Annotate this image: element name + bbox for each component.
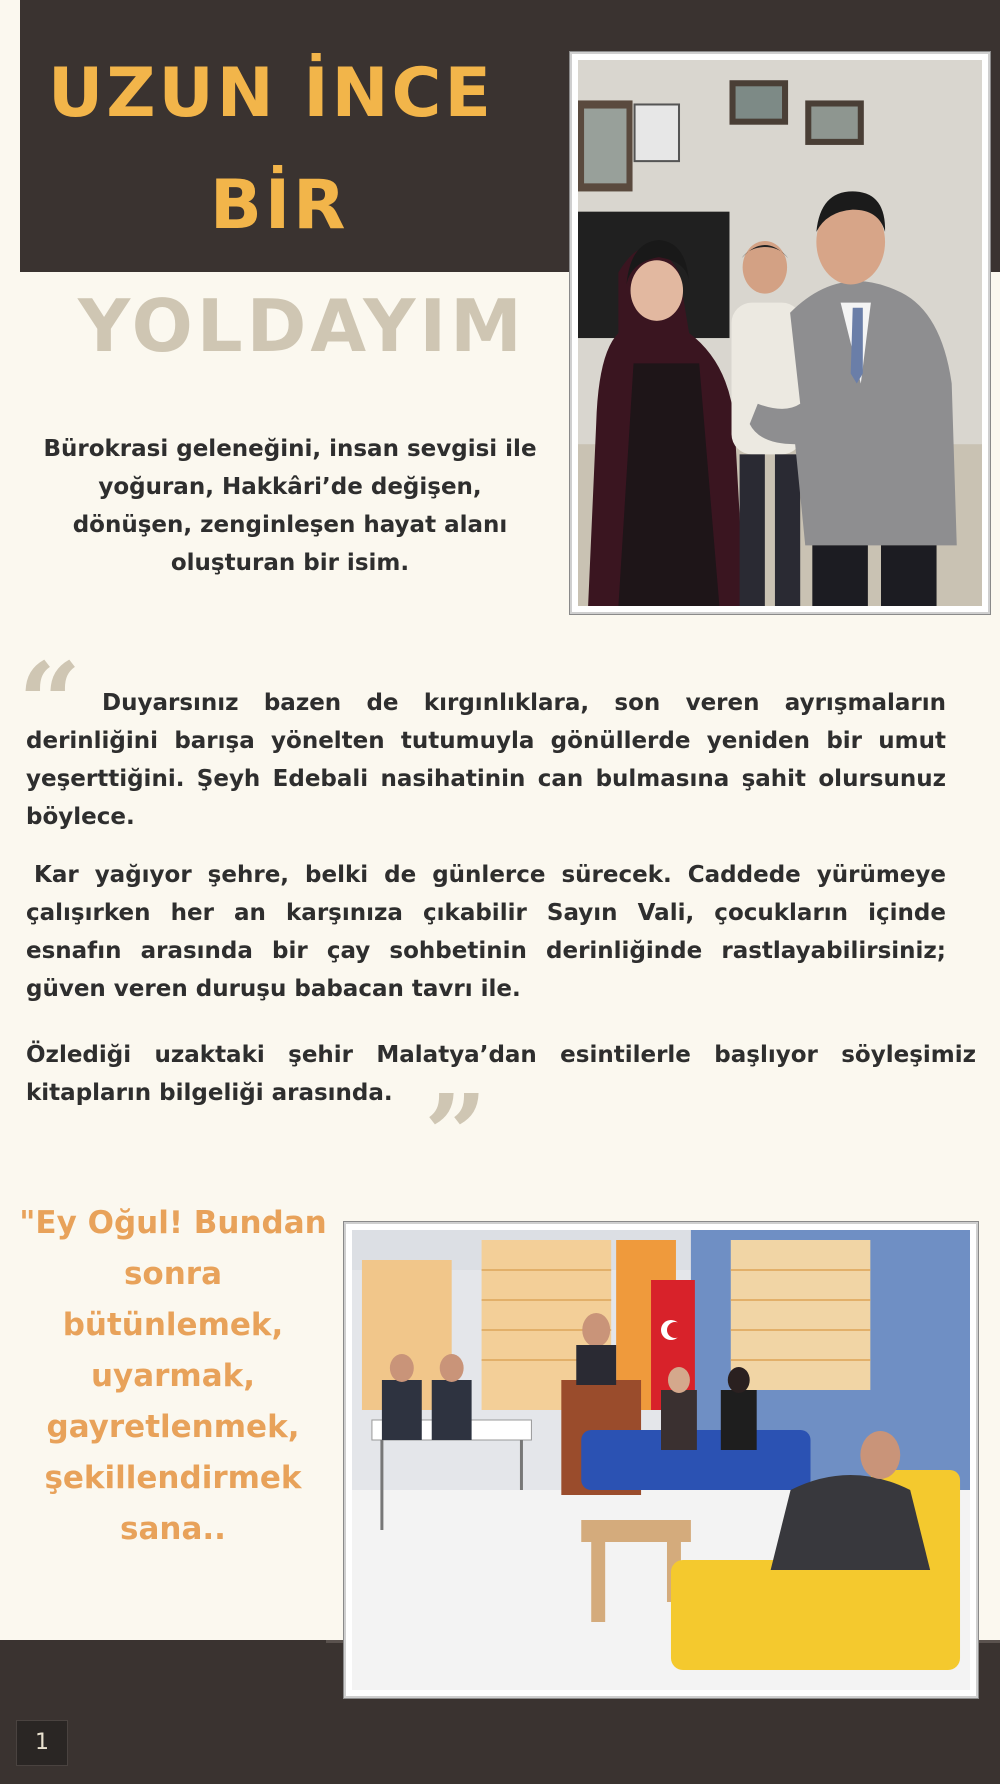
paragraph-2: Kar yağıyor şehre, belki de günlerce sürecek. Caddede yürümeye çalışırken her an karşınıza çıkabilir Sayın Vali, çocukların içinde esnafın arasında bir çay sohbetinin derinliğinde rastlayabilirsiniz; güven veren duruşu babacan tavrı ile. [26,862,946,1002]
title-line-2: BİR [210,166,349,245]
open-quote-mark: “ [18,638,82,767]
page-number: 1 [16,1720,68,1766]
title-line-3: YOLDAYIM [78,284,526,368]
bottom-photo [344,1222,978,1698]
paragraph-1: Duyarsınız bazen de kırgınlıklara, son veren ayrışmaların derinliğini barışa yönelten tutumuyla gönüllerde yeniden bir umut yeşerttiğini. Şeyh Edebali nasihatinin can bulmasına şahit olursunuz böylece. [26,690,946,830]
bottom-photo-illustration [352,1230,970,1690]
orange-pull-quote: "Ey Oğul! Bundan sonra bütünlemek, uyarmak, gayretlenmek, şekillendirmek sana.. [19,1205,327,1547]
intro-text: Bürokrasi geleneğini, insan sevgisi ile yoğuran, Hakkâri’de değişen, dönüşen, zenginleşen hayat alanı oluşturan bir isim. [43,436,537,576]
top-photo [570,52,990,614]
top-photo-illustration [578,60,982,606]
paragraph-3: Özlediği uzaktaki şehir Malatya’dan esintilerle başlıyor söyleşimiz kitapların bilgeliği arasında. [26,1042,976,1106]
close-quote-mark: ” [424,1070,488,1199]
title-line-1: UZUN İNCE [48,54,494,133]
